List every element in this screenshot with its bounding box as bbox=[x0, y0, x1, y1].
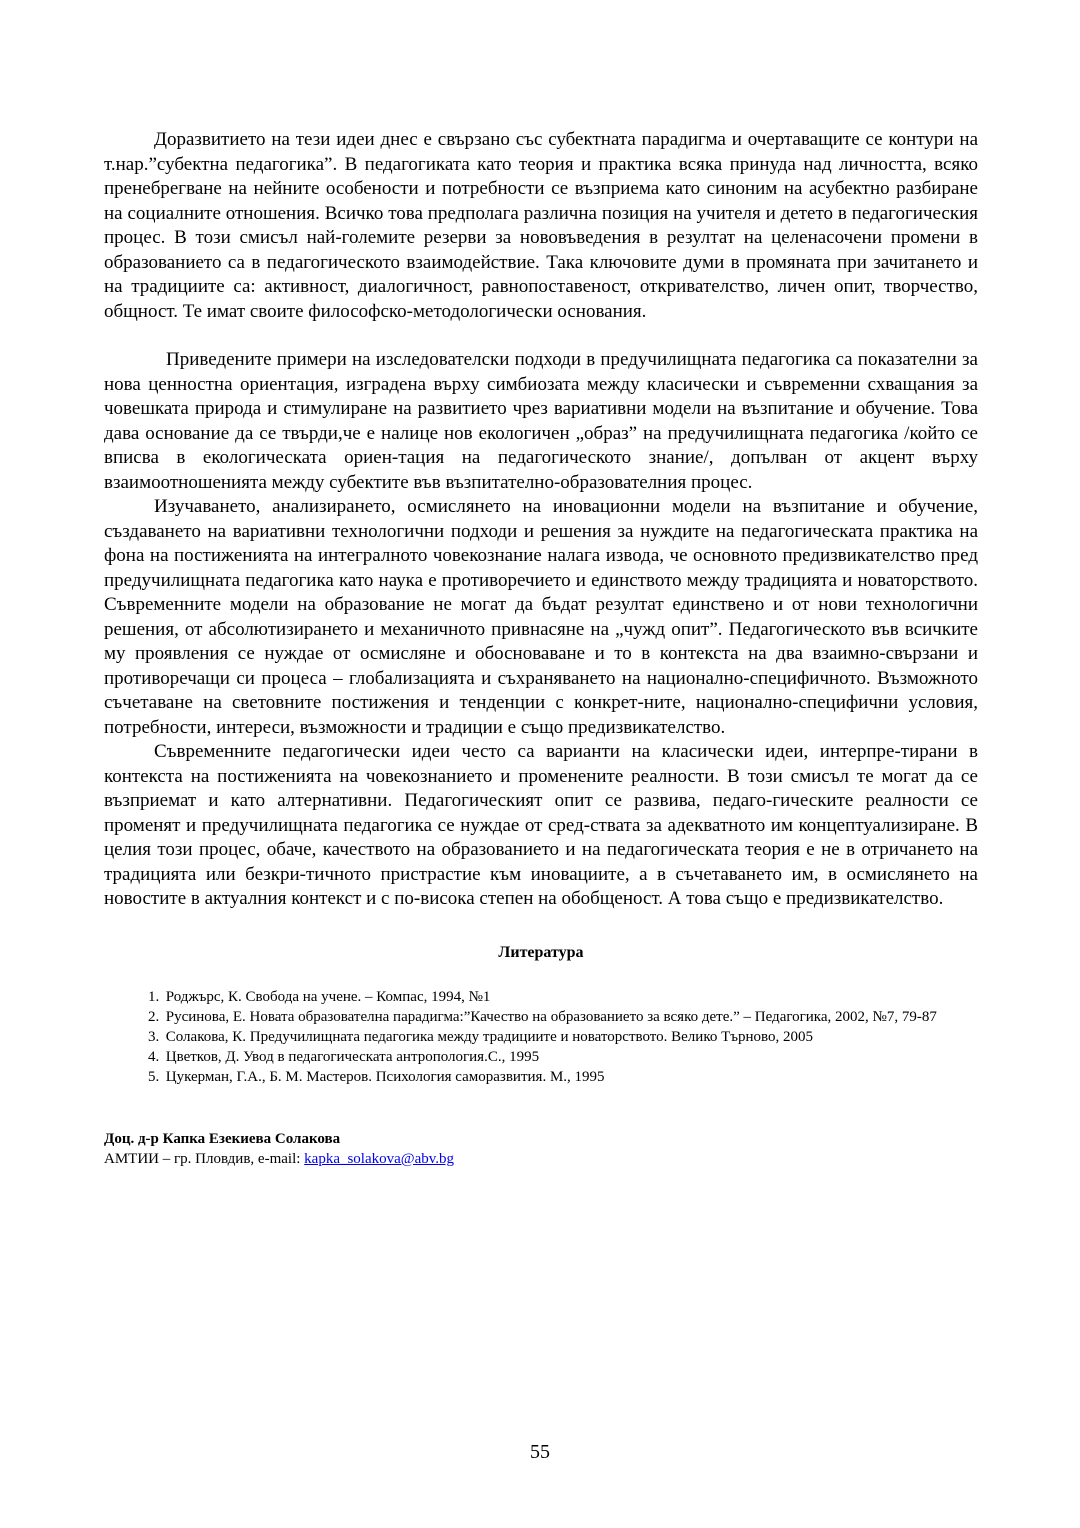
affiliation-text: АМТИИ – гр. Пловдив, e-mail: bbox=[104, 1150, 305, 1167]
reference-number: 2. bbox=[148, 1008, 160, 1025]
body-paragraph-2: Приведените примери на изследователски подходи в предучилищната педагогика са показателни за нова ценностна ориентация, изградена върху симбиозата между класически и съвременни схващания за човешката природа и стимулиране на развитието чрез вариативни модели на възпитание и обучение. Това дава основание да се твърди,че е налице нов екологичен „образ” на предучилищната педагогика /който се вписва в екологическата ориен-тация на педагогическото знание/, допълван от акцент върху взаимоотношенията между субектите във възпитателно-образователния процес. bbox=[104, 349, 978, 493]
reference-number: 3. bbox=[148, 1028, 160, 1045]
reference-item bbox=[104, 1007, 978, 1027]
reference-number: 4. bbox=[148, 1048, 160, 1065]
reference-text: Цукерман, Г.А., Б. М. Мастеров. Психология саморазвития. М., 1995 bbox=[165, 1068, 605, 1085]
body-paragraph-3: Изучаването, анализирането, осмислянето на иновационни модели на възпитание и обучение, създаването на вариативни технологични подходи и решения за нуждите на педагогическата практика на фона на постиженията на интегралното човекознание налага извода, че основното предизвикателство пред предучилищната педагогика като наука е противоречието и единството между традицията и новаторството. Съвременните модели на образование не могат да бъдат резултат единствено и от нови технологични решения, от абсолютизирането и механичното привнасяне на „чужд опит”. Педагогическото във всичките му проявления се нуждае от осмисляне и обосноваване и то в контекста на два взаимно-свързани и противоречащи си процеса – глобализацията и съхраняването на национално-специфичното. Възможното съчетаване на световните постижения и тенденции с конкрет-ните, национално-специфични условия, потребности, интереси, възможности и традиции е също предизвикателство. bbox=[104, 496, 978, 738]
reference-text: Солакова, К. Предучилищната педагогика между традициите и новаторството. Велико Търново, 2005 bbox=[165, 1028, 814, 1045]
email-link[interactable]: kapka_solakova@abv.bg bbox=[304, 1150, 455, 1167]
reference-item bbox=[104, 987, 978, 1007]
body-paragraph-1: Доразвитието на тези идеи днес е свързано със субектната парадигма и очертаващите се контури на т.нар.”субектна педагогика”. В педагогиката като теория и практика всяка принуда над личността, всяко пренебрегване на нейните особености и потребности се възприема като синоним на асубектно разбиране на социалните отношения. Всичко това предполага различна позиция на учителя и детето в педагогическия процес. В този смисъл най-големите резерви за нововъведения в резултат на целенасочени промени в образованието са в педагогическото взаимодействие. Така ключовите думи в промяната при зачитането и на традициите са: активност, диалогичност, равнопоставеност, откривателство, личен опит, творчество, общност. Те имат своите философско-методологически основания. bbox=[104, 129, 978, 322]
reference-item bbox=[104, 1027, 978, 1047]
reference-number: 1. bbox=[148, 988, 160, 1005]
references-list bbox=[104, 987, 978, 1087]
page-content bbox=[104, 128, 978, 1169]
reference-text: Роджърс, К. Свобода на учене. – Компас, 1994, №1 bbox=[165, 988, 491, 1005]
paragraph-gap bbox=[104, 324, 978, 348]
references-heading: Литература bbox=[498, 943, 584, 961]
author-block bbox=[104, 1129, 978, 1169]
author-name: Доц. д-р Капка Езекиева Солакова bbox=[104, 1130, 341, 1147]
reference-number: 5. bbox=[148, 1068, 160, 1085]
reference-text: Русинова, Е. Новата образователна парадигма:”Качество на образованието за всяко дете.” – Педагогика, 2002, №7, 79-87 bbox=[165, 1008, 937, 1025]
page-number: 55 bbox=[530, 1441, 550, 1463]
reference-text: Цветков, Д. Увод в педагогическата антропология.С., 1995 bbox=[165, 1048, 540, 1065]
author-affiliation bbox=[104, 1149, 978, 1169]
body-paragraph-4: Съвременните педагогически идеи често са варианти на класически идеи, интерпре-тирани в контекста на постиженията на човекознанието и променените реалности. В този смисъл те могат да се възприемат и като алтернативни. Педагогическият опит се развива, педаго-гическите реалности се променят и предучилищната педагогика се нуждае от сред-ствата за адекватното им концептуализиране. В целия този процес, обаче, качеството на образованието и на педагогическата теория е не в отричането на традицията или безкри-тичното пристрастие към иновациите, а в съчетаването им, в осмислянето на новостите в актуалния контекст и с по-висока степен на обобщеност. А това също е предизвикателство. bbox=[104, 741, 978, 909]
reference-item bbox=[104, 1067, 978, 1087]
reference-item bbox=[104, 1047, 978, 1067]
